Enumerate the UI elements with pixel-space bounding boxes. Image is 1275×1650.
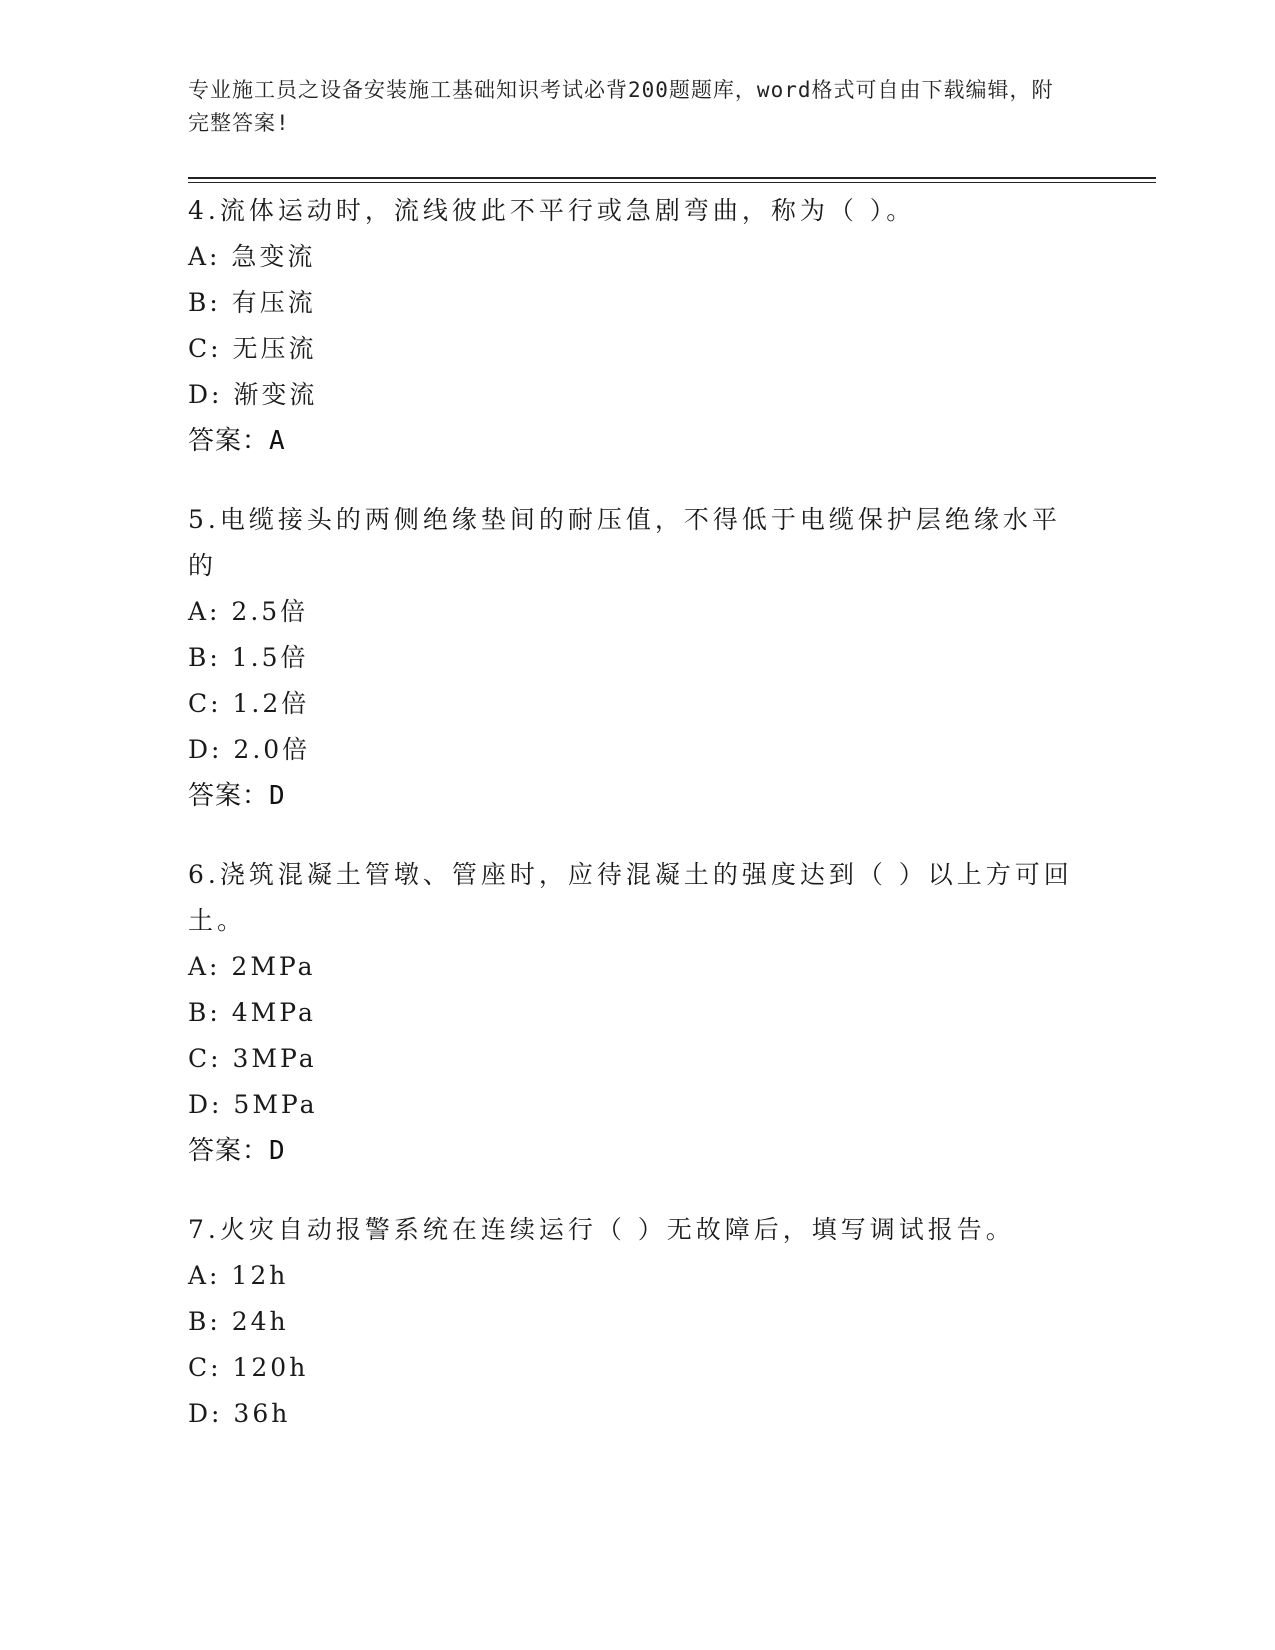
question-stem: 4.流体运动时，流线彼此不平行或急剧弯曲，称为（ ）。 [188, 196, 916, 225]
option-d: D: 渐变流 [188, 380, 318, 409]
option-c: C: 无压流 [188, 334, 317, 363]
option-d: D: 5MPa [188, 1090, 318, 1119]
header-divider-thin [188, 182, 1156, 183]
option-c: C: 120h [188, 1353, 309, 1382]
question-7 [188, 1207, 1078, 1437]
option-d: D: 2.0倍 [188, 735, 311, 764]
option-b: B: 24h [188, 1307, 289, 1336]
question-5 [188, 497, 1078, 819]
option-a: A: 急变流 [188, 242, 316, 271]
answer-line: 答案：A [188, 426, 286, 456]
option-b: B: 4MPa [188, 998, 316, 1027]
document-header: 专业施工员之设备安装施工基础知识考试必背200题题库，word格式可自由下载编辑，附完整答案! [188, 78, 1054, 135]
option-d: D: 36h [188, 1399, 291, 1428]
option-c: C: 3MPa [188, 1044, 317, 1073]
answer-line: 答案：D [188, 1136, 286, 1166]
option-b: B: 1.5倍 [188, 643, 309, 672]
question-4 [188, 188, 1078, 464]
option-c: C: 1.2倍 [188, 689, 310, 718]
question-list [188, 188, 1078, 1470]
answer-line: 答案：D [188, 781, 286, 811]
header-divider-thick [188, 177, 1156, 179]
question-stem: 5.电缆接头的两侧绝缘垫间的耐压值，不得低于电缆保护层绝缘水平的 [188, 505, 1061, 580]
option-b: B: 有压流 [188, 288, 316, 317]
question-stem: 7.火灾自动报警系统在连续运行（ ）无故障后，填写调试报告。 [188, 1215, 1015, 1244]
option-a: A: 2.5倍 [188, 597, 309, 626]
option-a: A: 2MPa [188, 952, 316, 981]
option-a: A: 12h [188, 1261, 289, 1290]
question-stem: 6.浇筑混凝土管墩、管座时，应待混凝土的强度达到（ ）以上方可回土。 [188, 860, 1073, 935]
question-6 [188, 852, 1078, 1174]
